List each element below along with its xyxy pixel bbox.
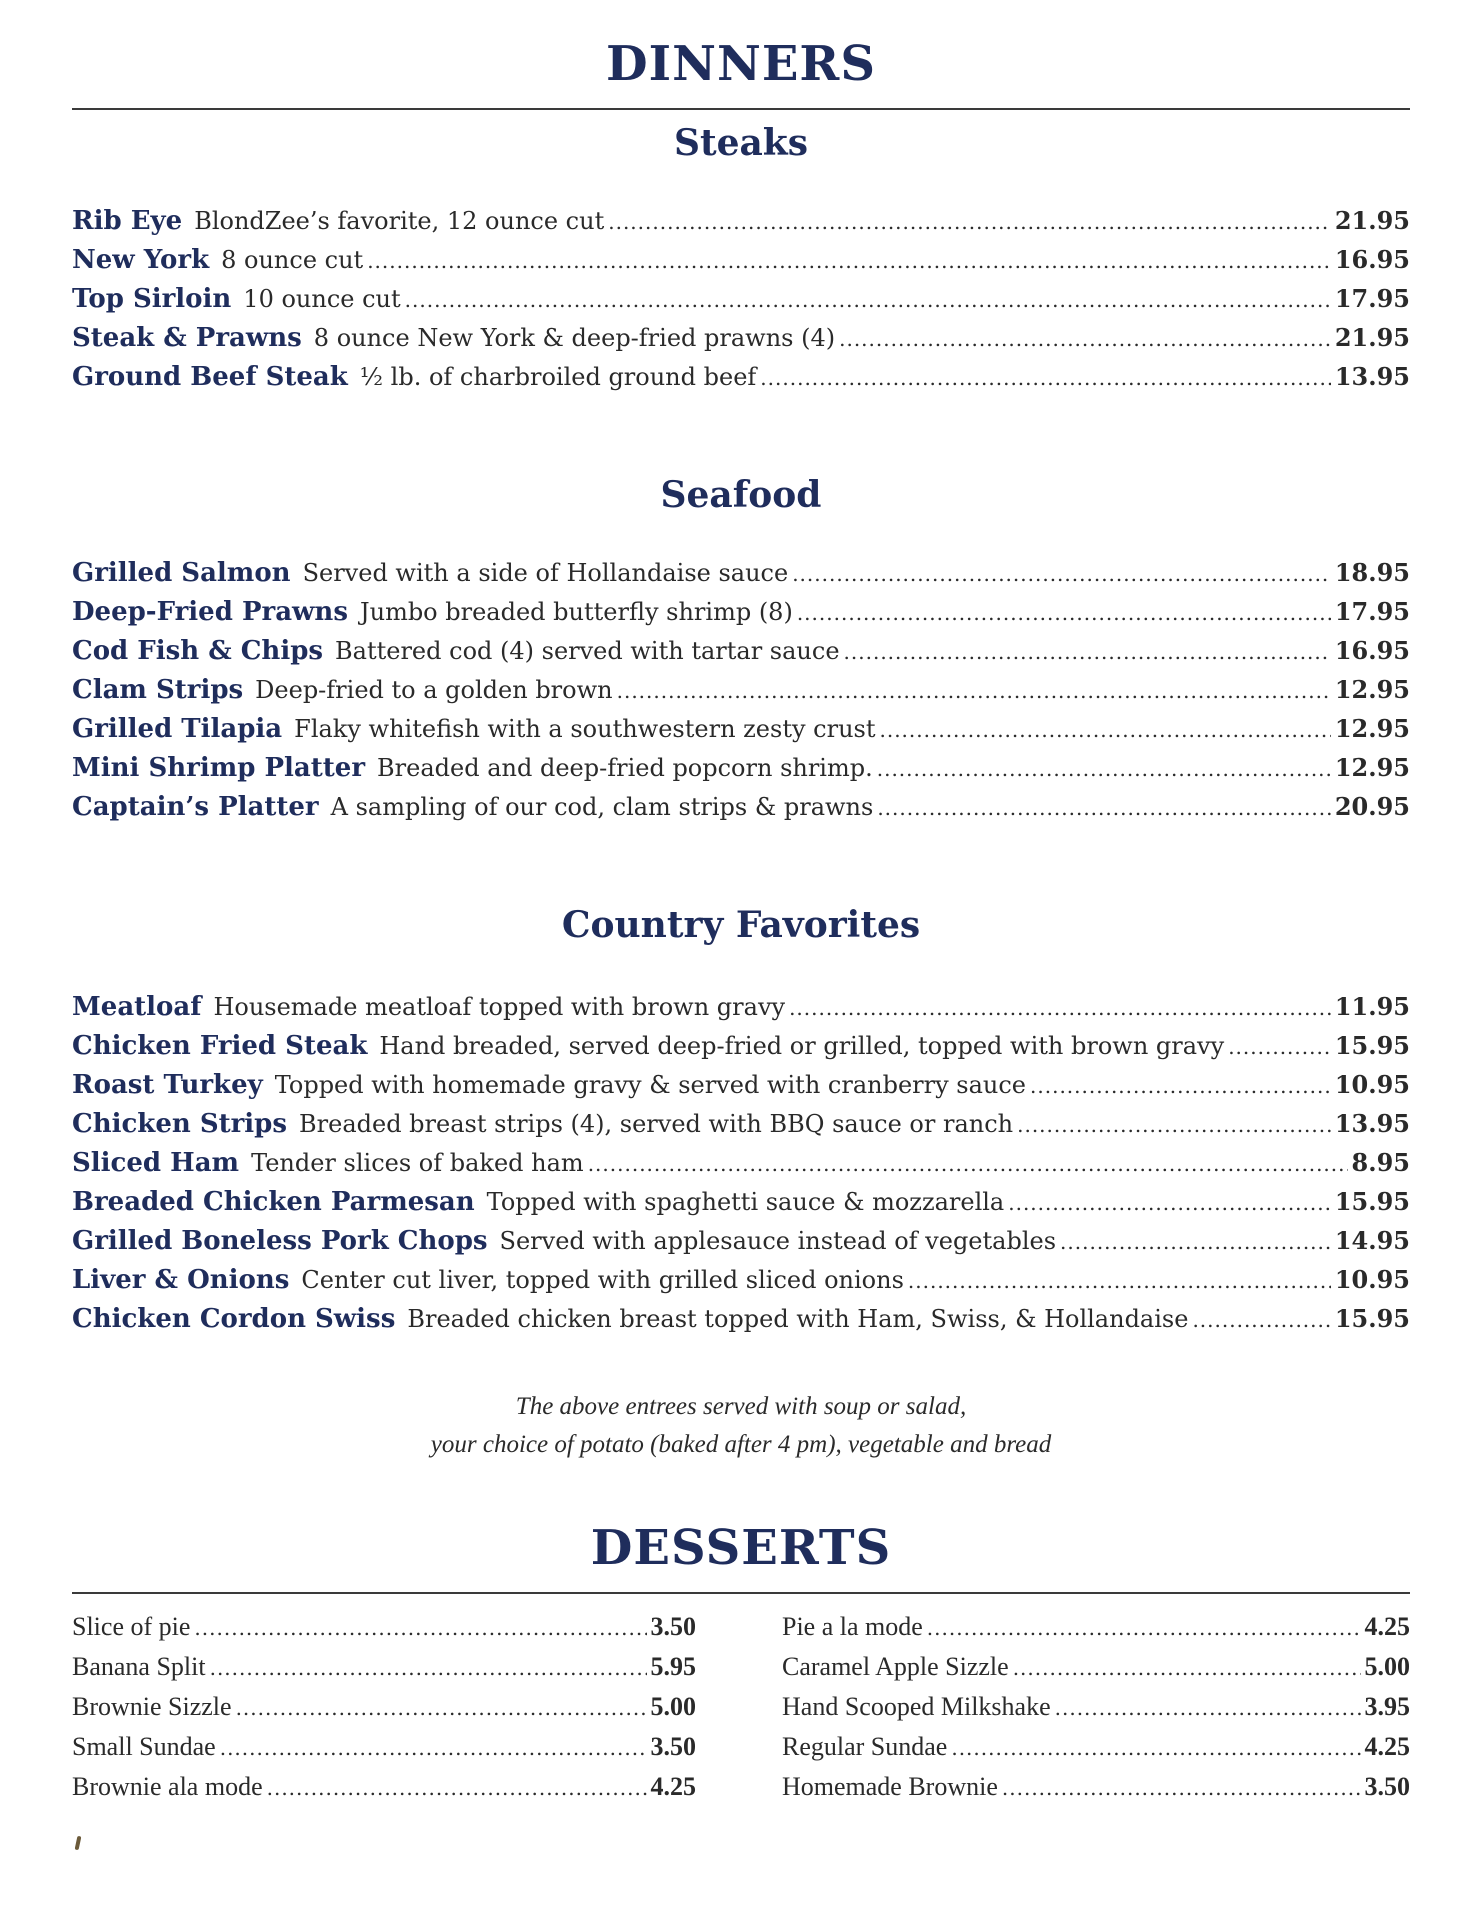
menu-item [72,284,1410,323]
dessert-item [782,1652,1410,1692]
menu-item-name: Liver & Onions [72,1265,290,1295]
menu-item [72,362,1410,401]
dot-leader [792,564,1331,584]
menu-item [72,597,1410,636]
dessert-item-name: Pie a la mode [782,1612,923,1641]
steaks-list [72,206,1410,401]
dessert-item-name: Hand Scooped Milkshake [782,1692,1051,1721]
menu-item [72,206,1410,245]
dessert-item-name: Brownie Sizzle [72,1692,232,1721]
menu-item-description: ½ lb. of charbroiled ground beef [359,363,757,391]
dessert-item-name: Brownie ala mode [72,1772,263,1801]
menu-item-description: Center cut liver, topped with grilled sliced onions [301,1266,904,1294]
menu-item [72,1109,1410,1148]
dot-leader [220,1738,647,1758]
menu-item-description: Served with applesauce instead of vegetables [499,1227,1057,1255]
menu-item-description: BlondZee’s favorite, 12 ounce cut [194,207,605,235]
menu-item-price: 17.95 [1334,284,1410,313]
menu-item-price: 15.95 [1334,1031,1410,1060]
dot-leader [839,329,1331,349]
menu-item-price: 13.95 [1334,362,1410,391]
menu-item [72,1148,1410,1187]
menu-item [72,1070,1410,1109]
entree-note-line-2: your choice of potato (baked after 4 pm), vegetable and bread [430,1431,1052,1458]
dot-leader [617,681,1331,701]
dot-leader [1017,1115,1331,1135]
dot-leader [367,251,1331,271]
desserts-left-column [72,1612,696,1812]
dot-leader [588,1154,1348,1174]
dessert-item-price: 3.50 [650,1732,696,1761]
menu-item-price: 12.95 [1334,675,1410,704]
dot-leader [797,603,1331,623]
menu-item-description: Topped with homemade gravy & served with cranberry sauce [274,1071,1027,1099]
scan-speck [75,1836,82,1851]
entree-note [72,1388,1410,1464]
menu-item-price: 12.95 [1334,714,1410,743]
menu-item-price: 21.95 [1334,206,1410,235]
dot-leader [236,1698,647,1718]
dessert-item-name: Regular Sundae [782,1732,948,1761]
section-title-country-favorites: Country Favorites [561,904,921,946]
dessert-item-price: 4.25 [1364,1612,1410,1641]
dessert-item [782,1732,1410,1772]
menu-item-description: Deep-fried to a golden brown [255,676,613,704]
menu-item [72,245,1410,284]
dot-leader [1013,1658,1361,1678]
menu-item [72,714,1410,753]
menu-item [72,1187,1410,1226]
entree-note-line-1: The above entrees served with soup or salad, [515,1393,967,1420]
menu-item-description: Tender slices of baked ham [251,1149,584,1177]
menu-item-name: Chicken Cordon Swiss [72,1304,396,1334]
menu-item-description: Housemade meatloaf topped with brown gravy [213,993,786,1021]
dot-leader [877,798,1331,818]
menu-item-price: 15.95 [1334,1187,1410,1216]
dot-leader [844,642,1331,662]
dessert-item [72,1652,696,1692]
menu-item-name: Cod Fish & Chips [72,636,324,666]
dessert-item [72,1692,696,1732]
dot-leader [1192,1310,1330,1330]
menu-item-description: Jumbo breaded butterfly shrimp (8) [359,598,793,626]
menu-item-price: 20.95 [1334,792,1410,821]
menu-item [72,323,1410,362]
dessert-item-price: 3.50 [650,1612,696,1641]
dessert-item [782,1772,1410,1812]
menu-item-name: Captain’s Platter [72,792,319,822]
dot-leader [267,1778,647,1798]
menu-item-description: 8 ounce cut [221,246,364,274]
dot-leader [194,1618,646,1638]
desserts-right-column [782,1612,1410,1812]
menu-item-name: Chicken Fried Steak [72,1031,368,1061]
menu-item-name: Sliced Ham [72,1148,240,1178]
menu-item [72,1031,1410,1070]
dot-leader [877,759,1331,779]
menu-item-name: Grilled Salmon [72,558,291,588]
dessert-item [72,1732,696,1772]
menu-item-name: Top Sirloin [72,284,232,314]
menu-item-price: 10.95 [1334,1265,1410,1294]
dot-leader [405,290,1331,310]
dinners-divider [72,108,1410,110]
menu-item [72,1226,1410,1265]
dessert-item-price: 3.95 [1364,1692,1410,1721]
dot-leader [908,1271,1331,1291]
dinners-title: DINNERS [606,36,876,92]
menu-item-price: 16.95 [1334,636,1410,665]
dessert-item-name: Caramel Apple Sizzle [782,1652,1009,1681]
menu-item-price: 11.95 [1334,992,1410,1021]
menu-item-description: 8 ounce New York & deep-fried prawns (4) [313,324,836,352]
menu-item-name: Meatloaf [72,992,202,1022]
dessert-item-price: 4.25 [1364,1732,1410,1761]
menu-item-description: Served with a side of Hollandaise sauce [302,559,789,587]
dessert-item [782,1612,1410,1652]
menu-item-description: A sampling of our cod, clam strips & prawns [330,793,874,821]
menu-item [72,992,1410,1031]
dessert-item-name: Homemade Brownie [782,1772,998,1801]
dessert-item [782,1692,1410,1732]
menu-item-price: 10.95 [1334,1070,1410,1099]
menu-item-name: Mini Shrimp Platter [72,753,366,783]
menu-item [72,636,1410,675]
menu-item [72,1265,1410,1304]
dessert-item-price: 5.00 [1364,1652,1410,1681]
dessert-item-price: 5.00 [650,1692,696,1721]
menu-item-description: Flaky whitefish with a southwestern zesty crust [294,715,876,743]
menu-item-description: 10 ounce cut [243,285,401,313]
menu-item [72,792,1410,831]
menu-item-description: Battered cod (4) served with tartar sauce [335,637,840,665]
dot-leader [1060,1232,1331,1252]
dessert-item-name: Small Sundae [72,1732,216,1761]
menu-item-name: Roast Turkey [72,1070,263,1100]
menu-item-description: Topped with spaghetti sauce & mozzarella [486,1188,1005,1216]
dot-leader [210,1658,647,1678]
menu-item [72,753,1410,792]
dot-leader [760,368,1331,388]
seafood-list [72,558,1410,831]
menu-item-price: 8.95 [1351,1148,1410,1177]
dessert-item-price: 4.25 [650,1772,696,1801]
dessert-item-name: Slice of pie [72,1612,191,1641]
menu-item-name: Clam Strips [72,675,244,705]
dot-leader [1030,1076,1331,1096]
menu-item-name: Rib Eye [72,206,183,236]
menu-item-description: Breaded breast strips (4), served with BBQ sauce or ranch [299,1110,1014,1138]
menu-item-price: 12.95 [1334,753,1410,782]
menu-item [72,558,1410,597]
menu-item-price: 13.95 [1334,1109,1410,1138]
menu-item-price: 15.95 [1334,1304,1410,1333]
menu-item-name: Ground Beef Steak [72,362,348,392]
menu-item-description: Hand breaded, served deep-fried or grilled, topped with brown gravy [379,1032,1225,1060]
menu-item-name: Chicken Strips [72,1109,287,1139]
desserts-divider [72,1592,1410,1594]
dot-leader [1008,1193,1331,1213]
menu-item [72,1304,1410,1343]
country-favorites-list [72,992,1410,1343]
dot-leader [1228,1037,1331,1057]
dot-leader [951,1738,1360,1758]
menu-item-name: Grilled Tilapia [72,714,283,744]
menu-item-name: Breaded Chicken Parmesan [72,1187,475,1217]
dot-leader [608,212,1331,232]
section-title-seafood: Seafood [660,474,822,516]
dessert-item-price: 5.95 [650,1652,696,1681]
menu-item-name: Grilled Boneless Pork Chops [72,1226,488,1256]
section-title-steaks: Steaks [673,122,809,164]
dessert-item [72,1772,696,1812]
dot-leader [927,1618,1361,1638]
menu-item [72,675,1410,714]
dessert-item-price: 3.50 [1364,1772,1410,1801]
menu-item-price: 17.95 [1334,597,1410,626]
desserts-title: DESSERTS [590,1520,892,1576]
menu-item-price: 18.95 [1334,558,1410,587]
dot-leader [1002,1778,1361,1798]
menu-item-name: Deep-Fried Prawns [72,597,348,627]
menu-item-name: New York [72,245,210,275]
menu-item-price: 21.95 [1334,323,1410,352]
menu-item-description: Breaded chicken breast topped with Ham, Swiss, & Hollandaise [407,1305,1189,1333]
menu-item-price: 16.95 [1334,245,1410,274]
menu-item-description: Breaded and deep-fried popcorn shrimp. [377,754,873,782]
dot-leader [879,720,1330,740]
dessert-item [72,1612,696,1652]
dot-leader [789,998,1331,1018]
menu-item-name: Steak & Prawns [72,323,302,353]
dot-leader [1055,1698,1361,1718]
dessert-item-name: Banana Split [72,1652,206,1681]
menu-item-price: 14.95 [1334,1226,1410,1255]
